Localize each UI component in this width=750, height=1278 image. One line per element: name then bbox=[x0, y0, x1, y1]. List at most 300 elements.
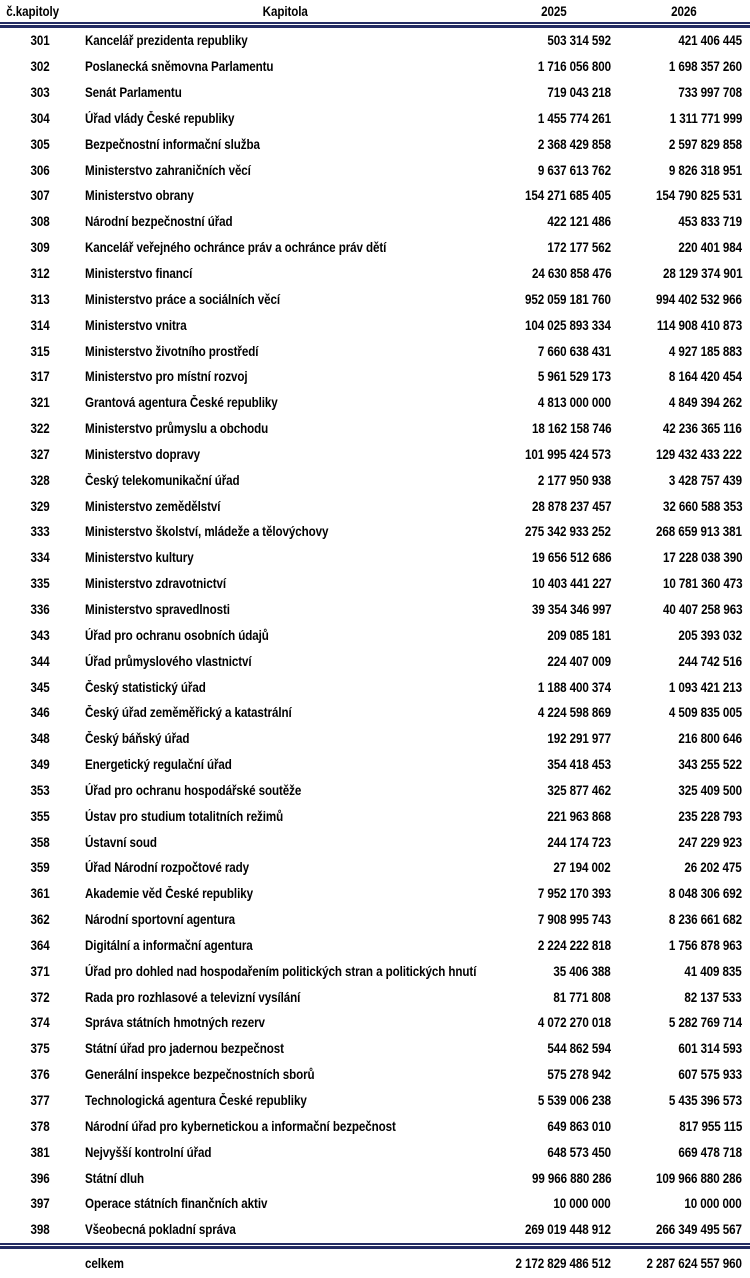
chapter-number-cell bbox=[0, 1145, 80, 1160]
chapter-number: 335 bbox=[30, 576, 50, 592]
amount-2025: 7 660 638 431 bbox=[537, 343, 611, 359]
chapter-number-cell bbox=[0, 809, 80, 824]
chapter-name: Ministerstvo financí bbox=[85, 266, 193, 282]
amount-2026-cell bbox=[617, 938, 750, 953]
amount-2025: 719 043 218 bbox=[547, 85, 611, 101]
table-row bbox=[0, 803, 750, 829]
amount-2026-cell bbox=[617, 240, 750, 255]
amount-2026: 235 228 793 bbox=[678, 808, 742, 824]
chapter-name-cell bbox=[80, 188, 490, 203]
chapter-number-cell bbox=[0, 85, 80, 100]
chapter-name: Český telekomunikační úřad bbox=[85, 472, 240, 488]
amount-2026: 247 229 923 bbox=[678, 834, 742, 850]
amount-2026-cell bbox=[617, 137, 750, 152]
amount-2025-cell bbox=[490, 137, 617, 152]
table-row bbox=[0, 622, 750, 648]
chapter-name: Technologická agentura České republiky bbox=[85, 1093, 307, 1109]
table-row bbox=[0, 958, 750, 984]
chapter-name: Český báňský úřad bbox=[85, 731, 190, 747]
amount-2025: 1 455 774 261 bbox=[537, 110, 611, 126]
chapter-name: Akademie věd České republiky bbox=[85, 886, 253, 902]
amount-2026: 266 349 495 567 bbox=[656, 1222, 742, 1238]
table-row bbox=[0, 1036, 750, 1062]
amount-2026: 41 409 835 bbox=[684, 963, 742, 979]
chapter-number: 358 bbox=[30, 834, 50, 850]
chapter-name: Úřad pro dohled nad hospodařením politických stran a politických hnutí bbox=[85, 963, 477, 979]
chapter-name: Operace státních finančních aktiv bbox=[85, 1196, 268, 1212]
amount-2025-cell bbox=[490, 1093, 617, 1108]
amount-2025-cell bbox=[490, 240, 617, 255]
table-row bbox=[0, 1165, 750, 1191]
table-row bbox=[0, 777, 750, 803]
chapter-number-cell bbox=[0, 499, 80, 514]
amount-2026-cell bbox=[617, 654, 750, 669]
amount-2025-cell bbox=[490, 266, 617, 281]
amount-2026-cell bbox=[617, 628, 750, 643]
chapter-number: 313 bbox=[30, 291, 50, 307]
table-body bbox=[0, 28, 750, 1243]
amount-2025-cell bbox=[490, 1119, 617, 1134]
chapter-number-cell bbox=[0, 550, 80, 565]
chapter-number-cell bbox=[0, 447, 80, 462]
amount-2025: 221 963 868 bbox=[547, 808, 611, 824]
amount-2025: 2 177 950 938 bbox=[537, 472, 611, 488]
amount-2025-cell bbox=[490, 1041, 617, 1056]
chapter-name: Národní úřad pro kybernetickou a informační bezpečnost bbox=[85, 1118, 396, 1134]
chapter-number: 381 bbox=[30, 1144, 50, 1160]
table-row bbox=[0, 442, 750, 468]
chapter-number-cell bbox=[0, 1222, 80, 1237]
amount-2025-cell bbox=[490, 499, 617, 514]
table-row bbox=[0, 1088, 750, 1114]
amount-2025: 99 966 880 286 bbox=[531, 1170, 611, 1186]
chapter-number: 302 bbox=[30, 59, 50, 75]
chapter-name-cell bbox=[80, 1119, 490, 1134]
chapter-number: 322 bbox=[30, 421, 50, 437]
amount-2026: 733 997 708 bbox=[678, 85, 742, 101]
chapter-number-cell bbox=[0, 705, 80, 720]
chapter-number: 396 bbox=[30, 1170, 50, 1186]
amount-2025-cell bbox=[490, 85, 617, 100]
amount-2026-cell bbox=[617, 860, 750, 875]
amount-2025: 269 019 448 912 bbox=[525, 1222, 611, 1238]
amount-2025-cell bbox=[490, 524, 617, 539]
chapter-number: 315 bbox=[30, 343, 50, 359]
table-row bbox=[0, 1062, 750, 1088]
chapter-number-cell bbox=[0, 1041, 80, 1056]
amount-2026: 8 236 661 682 bbox=[668, 912, 742, 928]
chapter-number-cell bbox=[0, 860, 80, 875]
amount-2026: 42 236 365 116 bbox=[663, 421, 742, 437]
amount-2026-cell bbox=[617, 499, 750, 514]
chapter-name: Grantová agentura České republiky bbox=[85, 395, 278, 411]
amount-2026: 268 659 913 381 bbox=[656, 524, 742, 540]
chapter-number-cell bbox=[0, 576, 80, 591]
amount-2026: 154 790 825 531 bbox=[656, 188, 742, 204]
chapter-number-cell bbox=[0, 214, 80, 229]
chapter-number-cell bbox=[0, 731, 80, 746]
amount-2025-cell bbox=[490, 964, 617, 979]
amount-2025: 154 271 685 405 bbox=[525, 188, 611, 204]
chapter-name-cell bbox=[80, 473, 490, 488]
total-amount-2025-value: 2 172 829 486 512 bbox=[515, 1255, 611, 1271]
chapter-number-cell bbox=[0, 912, 80, 927]
chapter-number: 329 bbox=[30, 498, 50, 514]
amount-2026: 10 781 360 473 bbox=[662, 576, 742, 592]
amount-2025: 1 716 056 800 bbox=[537, 59, 611, 75]
table-header-row bbox=[0, 0, 750, 22]
chapter-name-cell bbox=[80, 731, 490, 746]
chapter-name: Ministerstvo obrany bbox=[85, 188, 194, 204]
chapter-number: 362 bbox=[30, 912, 50, 928]
header-chapter-name-label: Kapitola bbox=[262, 3, 308, 19]
amount-2026-cell bbox=[617, 1093, 750, 1108]
total-row bbox=[0, 1249, 750, 1278]
amount-2025-cell bbox=[490, 1171, 617, 1186]
chapter-number-cell bbox=[0, 240, 80, 255]
amount-2026-cell bbox=[617, 1196, 750, 1211]
table-row bbox=[0, 1191, 750, 1217]
amount-2025: 35 406 388 bbox=[553, 963, 611, 979]
chapter-number-cell bbox=[0, 524, 80, 539]
table-row bbox=[0, 235, 750, 261]
table-row bbox=[0, 907, 750, 933]
amount-2025-cell bbox=[490, 680, 617, 695]
amount-2026-cell bbox=[617, 1067, 750, 1082]
table-row bbox=[0, 54, 750, 80]
chapter-number-cell bbox=[0, 473, 80, 488]
chapter-name: Generální inspekce bezpečnostních sborů bbox=[85, 1067, 315, 1083]
table-row bbox=[0, 726, 750, 752]
chapter-name-cell bbox=[80, 1015, 490, 1030]
chapter-number: 308 bbox=[30, 214, 50, 230]
amount-2026: 10 000 000 bbox=[684, 1196, 742, 1212]
chapter-name: Digitální a informační agentura bbox=[85, 937, 253, 953]
amount-2026: 216 800 646 bbox=[678, 731, 742, 747]
amount-2025: 503 314 592 bbox=[547, 33, 611, 49]
amount-2026-cell bbox=[617, 990, 750, 1005]
chapter-number-cell bbox=[0, 1119, 80, 1134]
table-row bbox=[0, 183, 750, 209]
chapter-name-cell bbox=[80, 163, 490, 178]
table-row bbox=[0, 209, 750, 235]
chapter-number-cell bbox=[0, 318, 80, 333]
amount-2025-cell bbox=[490, 421, 617, 436]
total-label-cell bbox=[80, 1256, 490, 1271]
amount-2025: 7 952 170 393 bbox=[537, 886, 611, 902]
amount-2025-cell bbox=[490, 1067, 617, 1082]
amount-2025-cell bbox=[490, 783, 617, 798]
table-row bbox=[0, 881, 750, 907]
amount-2026: 17 228 038 390 bbox=[662, 550, 742, 566]
chapter-name-cell bbox=[80, 395, 490, 410]
amount-2025: 5 539 006 238 bbox=[537, 1093, 611, 1109]
chapter-name-cell bbox=[80, 912, 490, 927]
chapter-name-cell bbox=[80, 1222, 490, 1237]
amount-2026: 325 409 500 bbox=[678, 782, 742, 798]
amount-2025: 19 656 512 686 bbox=[531, 550, 611, 566]
chapter-number: 309 bbox=[30, 240, 50, 256]
chapter-name-cell bbox=[80, 214, 490, 229]
chapter-name-cell bbox=[80, 1145, 490, 1160]
amount-2026-cell bbox=[617, 602, 750, 617]
amount-2026: 4 509 835 005 bbox=[668, 705, 742, 721]
chapter-name: Ministerstvo pro místní rozvoj bbox=[85, 369, 248, 385]
chapter-number: 344 bbox=[30, 653, 50, 669]
amount-2026: 2 597 829 858 bbox=[668, 136, 742, 152]
chapter-name: Úřad průmyslového vlastnictví bbox=[85, 653, 252, 669]
chapter-name: Úřad vlády České republiky bbox=[85, 110, 235, 126]
chapter-number-cell bbox=[0, 835, 80, 850]
chapter-number: 306 bbox=[30, 162, 50, 178]
amount-2026-cell bbox=[617, 550, 750, 565]
table-row bbox=[0, 1010, 750, 1036]
chapter-number-cell bbox=[0, 369, 80, 384]
chapter-number: 327 bbox=[30, 446, 50, 462]
chapter-number-cell bbox=[0, 628, 80, 643]
chapter-number: 353 bbox=[30, 782, 50, 798]
chapter-name-cell bbox=[80, 938, 490, 953]
chapter-name: Rada pro rozhlasové a televizní vysílání bbox=[85, 989, 301, 1005]
chapter-name-cell bbox=[80, 680, 490, 695]
chapter-name: Ministerstvo zemědělství bbox=[85, 498, 221, 514]
chapter-number-cell bbox=[0, 757, 80, 772]
chapter-number: 397 bbox=[30, 1196, 50, 1212]
chapter-number: 333 bbox=[30, 524, 50, 540]
chapter-number-cell bbox=[0, 188, 80, 203]
table-row bbox=[0, 338, 750, 364]
table-row bbox=[0, 1113, 750, 1139]
amount-2026-cell bbox=[617, 809, 750, 824]
amount-2026-cell bbox=[617, 783, 750, 798]
chapter-name: Nejvyšší kontrolní úřad bbox=[85, 1144, 212, 1160]
chapter-name-cell bbox=[80, 292, 490, 307]
chapter-name: Úřad pro ochranu hospodářské soutěže bbox=[85, 782, 302, 798]
header-chapter-no-label: č.kapitoly bbox=[6, 3, 59, 19]
chapter-name-cell bbox=[80, 85, 490, 100]
chapter-name-cell bbox=[80, 1196, 490, 1211]
amount-2025: 104 025 893 334 bbox=[525, 317, 611, 333]
chapter-number: 398 bbox=[30, 1222, 50, 1238]
chapter-number-cell bbox=[0, 266, 80, 281]
chapter-name: Ministerstvo práce a sociálních věcí bbox=[85, 291, 281, 307]
chapter-name: Senát Parlamentu bbox=[85, 85, 182, 101]
amount-2025: 649 863 010 bbox=[547, 1118, 611, 1134]
amount-2026-cell bbox=[617, 473, 750, 488]
amount-2026: 9 826 318 951 bbox=[668, 162, 742, 178]
amount-2026: 607 575 933 bbox=[678, 1067, 742, 1083]
chapter-name: Národní sportovní agentura bbox=[85, 912, 236, 928]
total-amount-2026 bbox=[617, 1256, 750, 1271]
table-row bbox=[0, 1217, 750, 1243]
amount-2025: 4 813 000 000 bbox=[537, 395, 611, 411]
table-row bbox=[0, 390, 750, 416]
amount-2026: 8 164 420 454 bbox=[668, 369, 742, 385]
chapter-name-cell bbox=[80, 421, 490, 436]
chapter-number: 314 bbox=[30, 317, 50, 333]
amount-2025: 275 342 933 252 bbox=[525, 524, 611, 540]
chapter-name: Ministerstvo dopravy bbox=[85, 446, 201, 462]
amount-2025: 325 877 462 bbox=[547, 782, 611, 798]
amount-2025-cell bbox=[490, 1145, 617, 1160]
chapter-number-cell bbox=[0, 964, 80, 979]
amount-2025-cell bbox=[490, 1222, 617, 1237]
chapter-number: 346 bbox=[30, 705, 50, 721]
chapter-number: 334 bbox=[30, 550, 50, 566]
table-row bbox=[0, 106, 750, 132]
amount-2025-cell bbox=[490, 757, 617, 772]
table-row bbox=[0, 493, 750, 519]
amount-2025-cell bbox=[490, 111, 617, 126]
chapter-name-cell bbox=[80, 757, 490, 772]
amount-2025-cell bbox=[490, 473, 617, 488]
amount-2026-cell bbox=[617, 835, 750, 850]
chapter-name-cell bbox=[80, 550, 490, 565]
amount-2026: 1 698 357 260 bbox=[668, 59, 742, 75]
chapter-name: Státní dluh bbox=[85, 1170, 145, 1186]
amount-2026-cell bbox=[617, 1171, 750, 1186]
chapter-name: Český statistický úřad bbox=[85, 679, 206, 695]
table-row bbox=[0, 286, 750, 312]
chapter-name-cell bbox=[80, 1067, 490, 1082]
amount-2026: 26 202 475 bbox=[684, 860, 742, 876]
chapter-number-cell bbox=[0, 938, 80, 953]
amount-2026-cell bbox=[617, 1145, 750, 1160]
chapter-name-cell bbox=[80, 499, 490, 514]
amount-2025-cell bbox=[490, 990, 617, 1005]
amount-2026-cell bbox=[617, 964, 750, 979]
chapter-number: 304 bbox=[30, 110, 50, 126]
amount-2025-cell bbox=[490, 576, 617, 591]
amount-2026: 4 927 185 883 bbox=[668, 343, 742, 359]
chapter-number: 349 bbox=[30, 757, 50, 773]
chapter-name-cell bbox=[80, 783, 490, 798]
amount-2025-cell bbox=[490, 369, 617, 384]
chapter-name-cell bbox=[80, 809, 490, 824]
table-row bbox=[0, 312, 750, 338]
table-row bbox=[0, 364, 750, 390]
chapter-name-cell bbox=[80, 111, 490, 126]
amount-2026-cell bbox=[617, 344, 750, 359]
chapter-name-cell bbox=[80, 318, 490, 333]
chapter-name-cell bbox=[80, 835, 490, 850]
chapter-number-cell bbox=[0, 1196, 80, 1211]
amount-2025: 39 354 346 997 bbox=[531, 601, 611, 617]
header-year-2025-label: 2025 bbox=[540, 3, 567, 19]
amount-2025: 952 059 181 760 bbox=[525, 291, 611, 307]
amount-2025-cell bbox=[490, 938, 617, 953]
table-row bbox=[0, 597, 750, 623]
chapter-name-cell bbox=[80, 705, 490, 720]
amount-2026-cell bbox=[617, 59, 750, 74]
amount-2026: 244 742 516 bbox=[678, 653, 742, 669]
amount-2025-cell bbox=[490, 602, 617, 617]
chapter-name: Ministerstvo životního prostředí bbox=[85, 343, 259, 359]
chapter-name-cell bbox=[80, 369, 490, 384]
chapter-number: 343 bbox=[30, 627, 50, 643]
chapter-name: Úřad Národní rozpočtové rady bbox=[85, 860, 250, 876]
amount-2025-cell bbox=[490, 292, 617, 307]
chapter-name-cell bbox=[80, 344, 490, 359]
amount-2025: 10 000 000 bbox=[553, 1196, 611, 1212]
amount-2025: 81 771 808 bbox=[553, 989, 611, 1005]
amount-2026: 8 048 306 692 bbox=[668, 886, 742, 902]
chapter-number: 361 bbox=[30, 886, 50, 902]
chapter-name-cell bbox=[80, 990, 490, 1005]
table-row bbox=[0, 674, 750, 700]
amount-2026-cell bbox=[617, 1222, 750, 1237]
amount-2026: 817 955 115 bbox=[679, 1118, 742, 1134]
chapter-name: Kancelář veřejného ochránce práv a ochránce práv dětí bbox=[85, 240, 387, 256]
amount-2026: 669 478 718 bbox=[678, 1144, 742, 1160]
chapter-number: 321 bbox=[30, 395, 50, 411]
chapter-number-cell bbox=[0, 292, 80, 307]
chapter-number: 336 bbox=[30, 601, 50, 617]
chapter-name: Ústav pro studium totalitních režimů bbox=[85, 808, 284, 824]
chapter-name: Poslanecká sněmovna Parlamentu bbox=[85, 59, 274, 75]
amount-2026: 32 660 588 353 bbox=[662, 498, 742, 514]
amount-2026: 114 908 410 873 bbox=[656, 317, 742, 333]
amount-2026: 109 966 880 286 bbox=[656, 1170, 742, 1186]
amount-2025-cell bbox=[490, 188, 617, 203]
amount-2026-cell bbox=[617, 886, 750, 901]
chapter-name: Úřad pro ochranu osobních údajů bbox=[85, 627, 269, 643]
table-row bbox=[0, 80, 750, 106]
chapter-number-cell bbox=[0, 395, 80, 410]
amount-2025-cell bbox=[490, 59, 617, 74]
amount-2025: 1 188 400 374 bbox=[537, 679, 611, 695]
table-row bbox=[0, 752, 750, 778]
amount-2026-cell bbox=[617, 447, 750, 462]
chapter-name-cell bbox=[80, 1041, 490, 1056]
amount-2026: 40 407 258 963 bbox=[662, 601, 742, 617]
amount-2026-cell bbox=[617, 680, 750, 695]
chapter-number-cell bbox=[0, 602, 80, 617]
chapter-name: Ministerstvo spravedlnosti bbox=[85, 601, 230, 617]
chapter-name: Český úřad zeměměřický a katastrální bbox=[85, 705, 292, 721]
amount-2026: 82 137 533 bbox=[684, 989, 742, 1005]
amount-2025: 648 573 450 bbox=[547, 1144, 611, 1160]
amount-2025-cell bbox=[490, 809, 617, 824]
amount-2025-cell bbox=[490, 912, 617, 927]
amount-2025: 9 637 613 762 bbox=[537, 162, 611, 178]
amount-2025: 18 162 158 746 bbox=[531, 421, 611, 437]
amount-2026-cell bbox=[617, 1041, 750, 1056]
amount-2025-cell bbox=[490, 550, 617, 565]
chapter-number-cell bbox=[0, 163, 80, 178]
chapter-number-cell bbox=[0, 33, 80, 48]
chapter-number: 374 bbox=[30, 1015, 50, 1031]
amount-2025-cell bbox=[490, 318, 617, 333]
amount-2026-cell bbox=[617, 33, 750, 48]
chapter-number: 305 bbox=[30, 136, 50, 152]
amount-2025: 101 995 424 573 bbox=[525, 446, 611, 462]
chapter-number: 307 bbox=[30, 188, 50, 204]
table-row bbox=[0, 157, 750, 183]
amount-2025-cell bbox=[490, 1015, 617, 1030]
chapter-name: Ministerstvo kultury bbox=[85, 550, 194, 566]
amount-2025: 544 862 594 bbox=[547, 1041, 611, 1057]
chapter-name-cell bbox=[80, 860, 490, 875]
amount-2025: 2 368 429 858 bbox=[537, 136, 611, 152]
amount-2026-cell bbox=[617, 731, 750, 746]
table-row bbox=[0, 829, 750, 855]
chapter-number: 359 bbox=[30, 860, 50, 876]
amount-2026-cell bbox=[617, 524, 750, 539]
chapter-number-cell bbox=[0, 886, 80, 901]
table-row bbox=[0, 648, 750, 674]
chapter-name-cell bbox=[80, 447, 490, 462]
